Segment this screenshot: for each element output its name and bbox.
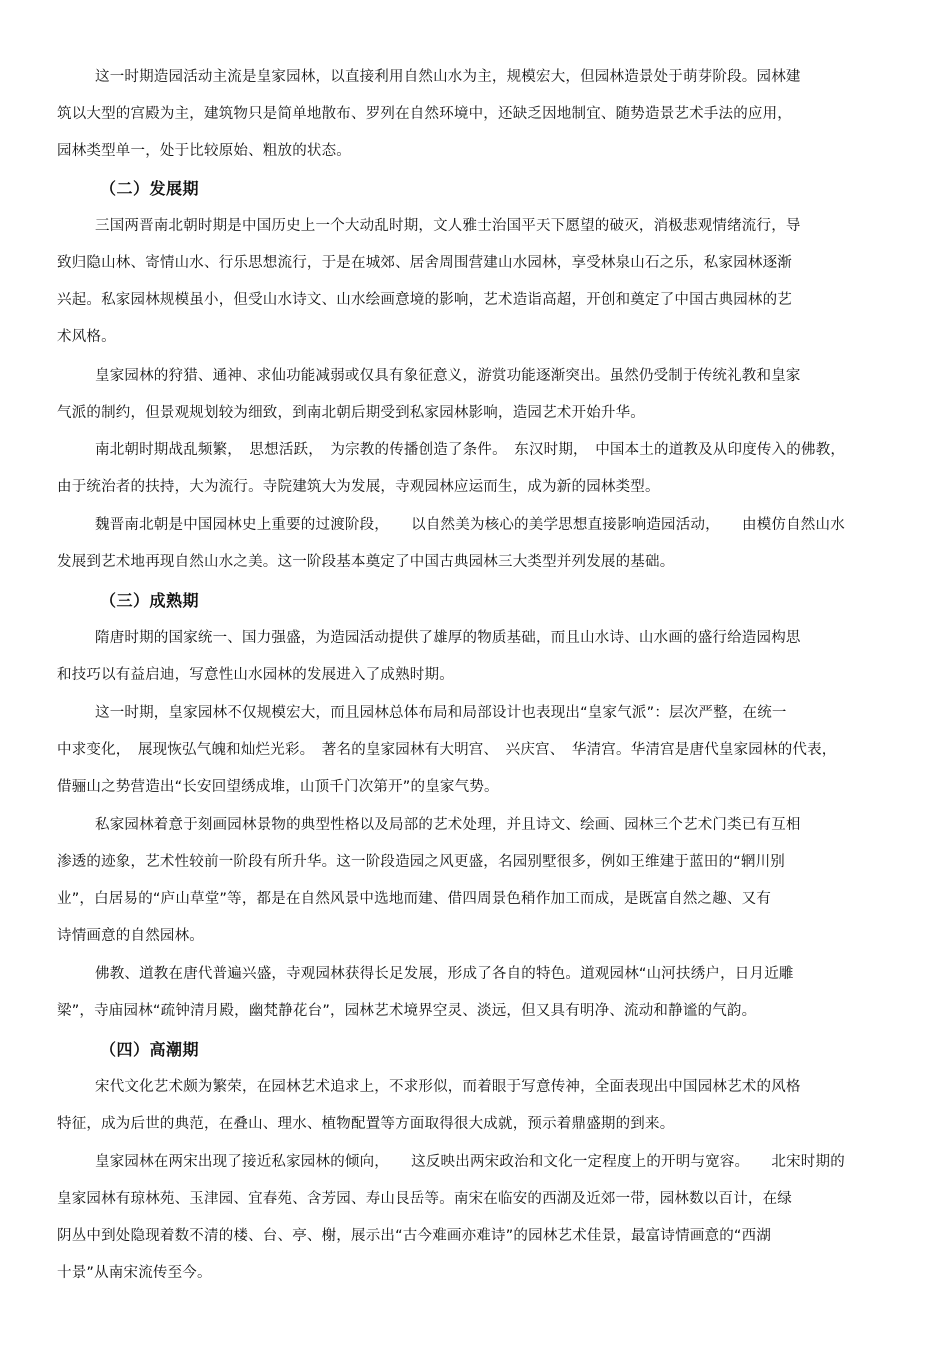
paragraph-line: 隋唐时期的国家统一、国力强盛，为造园活动提供了雄厚的物质基础，而且山水诗、山水画的盛行给造园构思 [95, 630, 801, 646]
paragraph-line: 气派的制约，但景观规划较为细致，到南北朝后期受到私家园林影响，造园艺术开始升华。 [57, 405, 645, 421]
intro-line-2: 筑以大型的宫殿为主，建筑物只是简单地散布、罗列在自然环境中，还缺乏因地制宜、随势造景艺术手法的应用， [57, 106, 792, 122]
paragraph-line: 和技巧以有益启迪，写意性山水园林的发展进入了成熟时期。 [57, 667, 454, 683]
paragraph-line: 私家园林着意于刻画园林景物的典型性格以及局部的艺术处理，并且诗文、绘画、园林三个艺术门类已有互相 [95, 817, 801, 833]
paragraph-line: 这一时期，皇家园林不仅规模宏大，而且园林总体布局和局部设计也表现出“皇家气派”：层次严整，在统一 [95, 705, 787, 721]
paragraph-line: 佛教、道教在唐代普遍兴盛，寺观园林获得长足发展，形成了各自的特色。道观园林“山河扶绣户，日月近雕 [95, 966, 794, 982]
paragraph-line: 致归隐山林、寄情山水、行乐思想流行，于是在城郊、居舍周围营建山水园林，享受林泉山石之乐，私家园林逐渐 [57, 255, 792, 271]
paragraph-line: 皇家园林在两宋出现了接近私家园林的倾向， 这反映出两宋政治和文化一定程度上的开明与宽容。 北宋时期的 [95, 1154, 845, 1170]
intro-line-3: 园林类型单一，处于比较原始、粗放的状态。 [57, 143, 351, 159]
section-heading-maturity: （三）成熟期 [100, 591, 200, 610]
paragraph-line: 三国两晋南北朝时期是中国历史上一个大动乱时期，文人雅士治国平天下愿望的破灭，消极悲观情绪流行，导 [95, 218, 801, 234]
paragraph-line: 渗透的迹象，艺术性较前一阶段有所升华。这一阶段造园之风更盛，名园别墅很多，例如王维建于蓝田的“辋川别 [57, 854, 786, 870]
section-heading-development: （二）发展期 [100, 179, 200, 198]
paragraph-line: 术风格。 [57, 329, 116, 345]
paragraph-line: 由于统治者的扶持，大为流行。寺院建筑大为发展，寺观园林应运而生，成为新的园林类型。 [57, 479, 660, 495]
paragraph-line: 中求变化， 展现恢弘气魄和灿烂光彩。 著名的皇家园林有大明宫、 兴庆宫、 华清宫。华清宫是唐代皇家园林的代表， [57, 742, 837, 758]
paragraph-line: 特征，成为后世的典范，在叠山、理水、植物配置等方面取得很大成就，预示着鼎盛期的到来。 [57, 1116, 675, 1132]
paragraph-line: 诗情画意的自然园林。 [57, 928, 204, 944]
paragraph-line: 借骊山之势营造出“长安回望绣成堆，山顶千门次第开”的皇家气势。 [57, 779, 499, 795]
paragraph-line: 兴起。私家园林规模虽小，但受山水诗文、山水绘画意境的影响，艺术造诣高超，开创和奠定了中国古典园林的艺 [57, 292, 792, 308]
paragraph-line: 发展到艺术地再现自然山水之美。这一阶段基本奠定了中国古典园林三大类型并列发展的基础。 [57, 554, 675, 570]
paragraph-line: 业”，白居易的“庐山草堂”等，都是在自然风景中选地而建、借四周景色稍作加工而成，是既富自然之趣、又有 [57, 891, 772, 907]
paragraph-line: 十景”从南宋流传至今。 [57, 1265, 212, 1281]
paragraph-line: 皇家园林有琼林苑、玉津园、宜春苑、含芳园、寿山艮岳等。南宋在临安的西湖及近郊一带，园林数以百计，在绿 [57, 1191, 792, 1207]
paragraph-line: 皇家园林的狩猎、通神、求仙功能减弱或仅具有象征意义，游赏功能逐渐突出。虽然仍受制于传统礼教和皇家 [95, 368, 801, 384]
intro-line-1: 这一时期造园活动主流是皇家园林，以直接利用自然山水为主，规模宏大，但园林造景处于萌芽阶段。园林建 [95, 69, 801, 85]
paragraph-line: 南北朝时期战乱频繁， 思想活跃， 为宗教的传播创造了条件。 东汉时期， 中国本土的道教及从印度传入的佛教， [95, 442, 846, 458]
paragraph-line: 魏晋南北朝是中国园林史上重要的过渡阶段， 以自然美为核心的美学思想直接影响造园活动， 由模仿自然山水 [95, 517, 845, 533]
paragraph-line: 阴丛中到处隐现着数不清的楼、台、亭、榭，展示出“古今难画亦难诗”的园林艺术佳景，最富诗情画意的“西湖 [57, 1228, 772, 1244]
paragraph-line: 宋代文化艺术颇为繁荣，在园林艺术追求上，不求形似，而着眼于写意传神，全面表现出中国园林艺术的风格 [95, 1079, 801, 1095]
paragraph-line: 梁”，寺庙园林“疏钟清月殿，幽梵静花台”，园林艺术境界空灵、淡远，但又具有明净、流动和静谧的气韵。 [57, 1003, 757, 1019]
section-heading-climax: （四）高潮期 [100, 1040, 200, 1059]
